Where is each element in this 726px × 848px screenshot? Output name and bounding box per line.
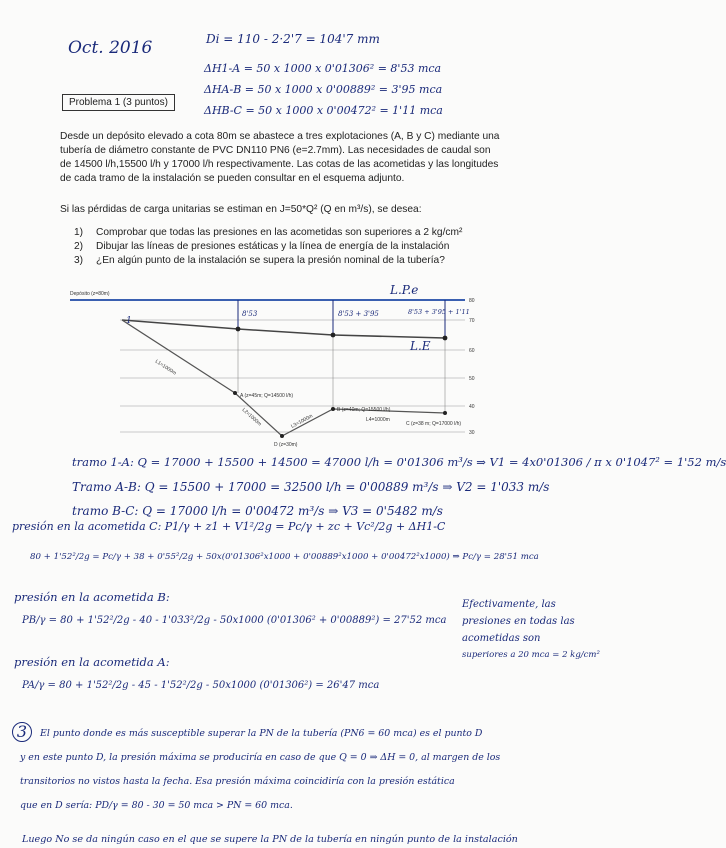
- statement-line: tubería de diámetro constante de PVC DN110 PN6 (e=2.7mm). Las necesidades de caudal son: [60, 145, 491, 156]
- node-a: [233, 391, 237, 395]
- energy-line: [122, 320, 445, 338]
- point-a-label: A (z=45m; Q=14500 l/h): [240, 393, 294, 399]
- pressure-a-heading: presión en la acometida A:: [14, 655, 170, 669]
- pressure-b-heading: presión en la acometida B:: [14, 590, 170, 604]
- pipeline-diagram: [60, 278, 480, 448]
- length-4-label: L4=1000m: [366, 417, 390, 423]
- lpe-label: L.P.e: [390, 283, 419, 297]
- axis-tick: 70: [469, 318, 475, 324]
- tramo-1a: tramo 1-A: Q = 17000 + 15500 + 14500 = 47000 l/h = 0'01306 m³/s ⇒ V1 = 4x0'01306 / π x 0'1047² = 1'52 m/s: [72, 455, 726, 469]
- task-item: 3) ¿En algún punto de la instalación se supera la presión nominal de la tubería?: [74, 255, 445, 266]
- node-c: [443, 411, 447, 415]
- point-d-label: D (z=30m): [274, 442, 298, 448]
- statement-line: de 14500 l/h,15500 l/h y 17000 l/h respectivamente. Las cotas de las acometidas y las longitudes: [60, 159, 499, 170]
- axis-tick: 30: [469, 430, 475, 436]
- problem-title: Problema 1 (3 puntos): [62, 94, 175, 111]
- pressure-c-heading: presión en la acometida C: P1/γ + z1 + V1²/2g = Pc/γ + zc + Vc²/2g + ΔH1-C: [12, 520, 446, 533]
- pressure-b-equation: PB/γ = 80 + 1'52²/2g - 40 - 1'033²/2g - 50x1000 (0'01306² + 0'00889²) = 27'52 mca: [22, 615, 447, 626]
- length-1-label: L1=1000m: [153, 358, 178, 377]
- losses-formula: Si las pérdidas de carga unitarias se estiman en J=50*Q² (Q en m³/s), se desea:: [60, 204, 422, 215]
- side-note: Efectivamente, las presiones en todas las acometidas son superiores a 20 mca = 2 kg/cm²: [462, 599, 600, 660]
- node-d: [280, 434, 284, 438]
- energy-node-c: [443, 336, 448, 341]
- axis-tick: 60: [469, 348, 475, 354]
- length-3-label: L3=1000m: [290, 413, 314, 430]
- task-item: 1) Comprobar que todas las presiones en las acometidas son superiores a 2 kg/cm²: [74, 227, 463, 238]
- question-3-text: El punto donde es más susceptible superar la PN de la tubería (PN6 = 60 mca) es el punto D y en este punto D, la presión máxima se produciría en caso de que Q = 0 ⇒ ΔH = 0, al margen de los transitorios no vistos hasta la fecha. Esa presión máxima coincidiría con la presión estática que en D sería: PD/γ = 80 - 30 = 50 mca > PN = 60 mca.: [20, 728, 501, 811]
- loss-label-c: 8'53 + 3'95 + 1'11: [408, 308, 470, 316]
- tramo-bc: tramo B-C: Q = 17000 l/h = 0'00472 m³/s ⇒ V3 = 0'5482 m/s: [72, 504, 443, 518]
- pressure-c-equation: 80 + 1'52²/2g = Pc/γ + 38 + 0'55²/2g + 50x(0'01306²x1000 + 0'00889²x1000 + 0'00472²x1000) ⇒ Pc/γ = 28'51 mca: [30, 552, 539, 562]
- calc-diameter: Di = 110 - 2·2'7 = 104'7 mm: [206, 32, 380, 46]
- point-c-label: C (z=38 m; Q=17000 l/h): [406, 421, 462, 427]
- problem-statement: [60, 130, 580, 186]
- question-3-number: 3: [12, 722, 32, 742]
- calc-loss-bc: ΔHB-C = 50 x 1000 x 0'00472² = 1'11 mca: [204, 104, 443, 117]
- node-b: [331, 407, 335, 411]
- statement-line: Desde un depósito elevado a cota 80m se abastece a tres explotaciones (A, B y C) mediante una: [60, 131, 500, 142]
- pressure-a-equation: PA/γ = 80 + 1'52²/2g - 45 - 1'52²/2g - 50x1000 (0'01306²) = 26'47 mca: [22, 680, 380, 691]
- task-list: [74, 226, 574, 268]
- energy-node-b: [331, 333, 336, 338]
- deposit-label: Depósito (z=80m): [70, 291, 110, 297]
- length-2-label: L2=1000m: [240, 407, 263, 428]
- loss-label-a: 8'53: [242, 310, 258, 318]
- axis-tick: 50: [469, 376, 475, 382]
- le-label: L.E: [410, 339, 431, 353]
- point-b-label: B (z=40m; Q=15500 l/h): [337, 407, 391, 413]
- statement-line: de cada tramo de la instalación se pueden consultar en el esquema adjunto.: [60, 173, 405, 184]
- axis-tick: 80: [469, 298, 475, 304]
- calc-loss-ab: ΔHA-B = 50 x 1000 x 0'00889² = 3'95 mca: [204, 83, 443, 96]
- task-item: 2) Dibujar las líneas de presiones estáticas y la línea de energía de la instalación: [74, 241, 450, 252]
- tramo-ab: Tramo A-B: Q = 15500 + 17000 = 32500 l/h = 0'00889 m³/s ⇒ V2 = 1'033 m/s: [72, 480, 550, 494]
- calc-loss-1a: ΔH1-A = 50 x 1000 x 0'01306² = 8'53 mca: [204, 62, 442, 75]
- question-3-conclusion: Luego No se da ningún caso en el que se supere la PN de la tubería en ningún punto de la instalación: [22, 834, 518, 845]
- axis-tick: 40: [469, 404, 475, 410]
- energy-node-a: [236, 327, 241, 332]
- date: Oct. 2016: [68, 38, 153, 58]
- loss-label-b: 8'53 + 3'95: [338, 310, 379, 318]
- node-1-label: 1: [126, 316, 132, 326]
